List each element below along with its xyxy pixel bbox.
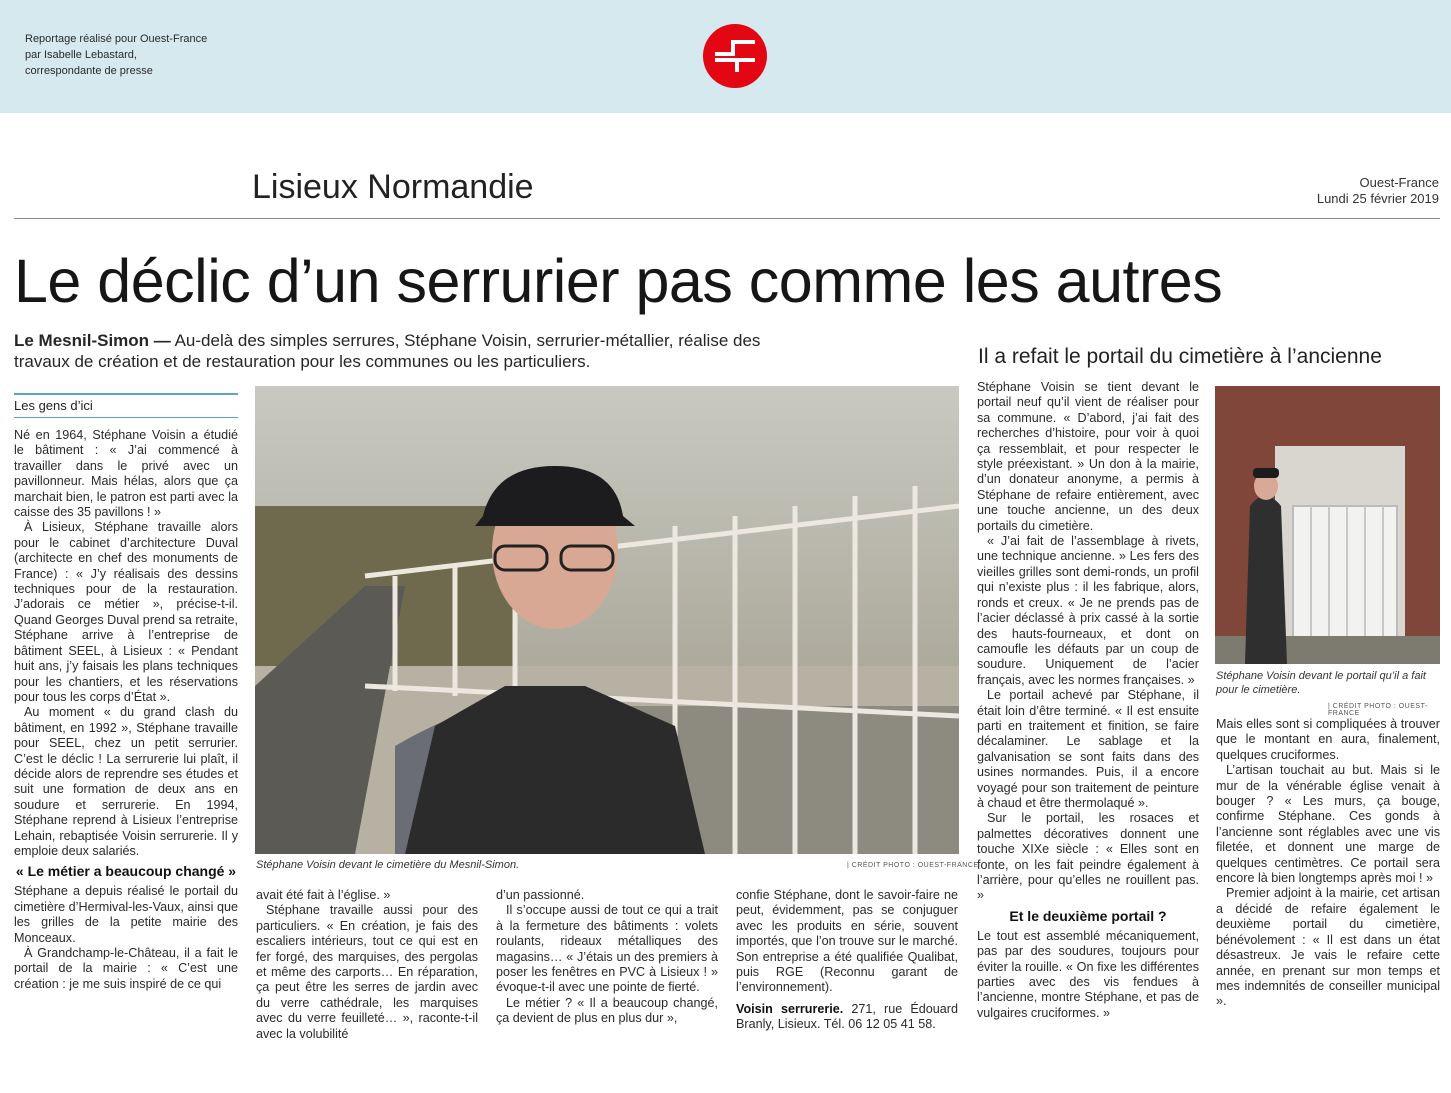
masthead-divider xyxy=(14,218,1440,219)
sidebar-paragraph: Mais elles sont si compliquées à trouver que le montant en aura, finalement, quelques cruciformes. xyxy=(1216,717,1440,762)
main-photo-caption: Stéphane Voisin devant le cimetière du Mesnil-Simon. xyxy=(256,859,520,871)
article-paragraph: Le métier ? « Il a beaucoup changé, ça devient de plus en plus dur », xyxy=(496,995,718,1026)
article-paragraph: Il s’occupe aussi de tout ce qui a trait à la fermeture des bâtiments : volets roulants, rideaux métalliques des magasins… « J’étais un des premiers à poser les fenêtres en PVC à Lisieux ! » évoque-t-il avec une pointe de fierté. xyxy=(496,903,718,995)
kicker-rule-top xyxy=(14,393,238,395)
banner-credit-line-1: Reportage réalisé pour Ouest-France xyxy=(25,33,208,45)
sidebar-paragraph: Le portail achevé par Stéphane, il était loin d’être terminé. « Il est ensuite parti en traitement et finition, se faire décalaminer. Le sablage et la galvanisation se sont faits dans des usines normandes. Puis, il a encore voyagé pour son traitement de peinture à chaud et être thermolaqué ». xyxy=(977,688,1199,810)
sidebar-paragraph: « J’ai fait de l’assemblage à rivets, une technique ancienne. » Les fers des vieilles grilles sont demi-ronds, un profil qui n’existe plus : il les fabrique, alors, ronds et creux. « Je ne prends pas de l’acier déclassé à prix cassé à la sortie des hauts-fourneaux, et dont on camoufle les défauts par un coup de soudure. Uniquement de l’acier français, avec les normes françaises. » xyxy=(977,534,1199,687)
top-banner xyxy=(0,0,1451,113)
publication-date: Lundi 25 février 2019 xyxy=(1316,191,1439,206)
lede-text: Au-delà des simples serrures, Stéphane Voisin, serrurier-métallier, réalise des travaux de création et de restauration pour les communes ou les particuliers. xyxy=(14,331,761,371)
section-title: Lisieux Normandie xyxy=(252,168,534,206)
main-photo xyxy=(255,386,959,854)
lede-place: Le Mesnil-Simon — xyxy=(14,331,171,350)
sidebar-column-1 xyxy=(977,380,1199,1021)
main-photo-credit: | CRÉDIT PHOTO : OUEST-FRANCE xyxy=(847,862,979,869)
article-paragraph: d’un passionné. xyxy=(496,888,585,902)
article-headline: Le déclic d’un serrurier pas comme les autres xyxy=(14,247,1223,315)
sidebar-paragraph: Premier adjoint à la mairie, cet artisan a décidé de refaire également le deuxième portail du cimetière, bénévolement : « Il est dans un état désastreux. Je vais le refaire cette année, en prenant sur mon temps et mes indemnités de conseiller municipal ». xyxy=(1216,886,1440,1009)
kicker-label: Les gens d’ici xyxy=(14,398,93,413)
sidebar-paragraph: L’artisan touchait au but. Mais si le mur de la vénérable église venait à bouger ? « Les murs, ça bouge, confirme Stéphane. Ces gonds à l’ancienne sont réglables avec une vis filetée, et donnent une marge de quelques centimètres. Ce portail sera encore là bien longtemps après moi ! » xyxy=(1216,763,1440,886)
sidebar-paragraph: Le tout est assemblé mécaniquement, pas par des soudures, toujours pour éviter la rouille. « On fixe les différentes parties avec des vis fendues à l’ancienne, montre Stéphane, et pas de vulgaires cruciformes. » xyxy=(977,928,1199,1020)
article-column-2 xyxy=(256,888,478,1042)
contact-name: Voisin serrurerie. xyxy=(736,1001,844,1016)
sidebar-photo xyxy=(1215,386,1440,664)
article-paragraph: confie Stéphane, dont le savoir-faire ne peut, évidemment, pas se conjuguer avec les produits en série, souvent importés, que l’on trouve sur le marché. Son entreprise a été qualifiée Qualibat, puis RGE (Reconnu garant de l’environnement). xyxy=(736,888,958,995)
article-paragraph: Au moment « du grand clash du bâtiment, en 1992 », Stéphane travaille pour SEEL, chez un petit serrurier. C’est le déclic ! La serrurerie lui plaît, il décide alors de reprendre ses études et suit une formation de deux ans en soudure et serrurerie. En 1994, Stéphane reprend à Lisieux l’entreprise Lehain, rebaptisée Voisin serrurerie. Il y emploie deux salariés. xyxy=(14,705,238,858)
article-column-3 xyxy=(496,888,718,1027)
contact-info xyxy=(736,1002,958,1033)
contact-details: 271, rue Édouard Branly, Lisieux. Tél. 06 12 05 41 58. xyxy=(736,1001,958,1032)
article-paragraph: avait été fait à l’église. » xyxy=(256,888,391,902)
sidebar-paragraph: Sur le portail, les rosaces et palmettes décoratives donnent une touche XIXe siècle : « Elles sont en fonte, on les fait peindre également à l’arrière, pour qu’elles ne rouillent pas. » xyxy=(977,811,1199,903)
article-lede xyxy=(14,330,804,372)
split-red-circle-logo-icon xyxy=(703,24,767,88)
sidebar-subhead: Et le deuxième portail ? xyxy=(1009,907,1167,924)
sidebar-photo-credit: | CRÉDIT PHOTO : OUEST-FRANCE xyxy=(1328,703,1428,717)
publication-name: Ouest-France xyxy=(1359,175,1439,190)
sidebar-title: Il a refait le portail du cimetière à l’ancienne xyxy=(978,345,1382,368)
article-column-4 xyxy=(736,888,958,1033)
sidebar-column-2 xyxy=(1216,717,1440,1010)
article-paragraph: À Grandchamp-le-Château, il a fait le portail de la mairie : « C’est une création : je me suis inspiré de ce qui xyxy=(14,946,238,991)
article-column-1 xyxy=(14,428,238,992)
article-paragraph: Né en 1964, Stéphane Voisin a étudié le bâtiment : « J’ai commencé à travailler dans le privé avec un pavillonneur. Mais hélas, alors que ça marchait bien, le patron est parti avec la caisse des 35 pavillons ! » xyxy=(14,428,238,520)
banner-credit-line-3: correspondante de presse xyxy=(25,65,153,77)
article-subhead: « Le métier a beaucoup changé » xyxy=(15,863,237,880)
banner-credit-line-2: par Isabelle Lebastard, xyxy=(25,49,137,61)
sidebar-paragraph: Stéphane Voisin se tient devant le portail neuf qu’il vient de réaliser pour sa commune. « D’abord, j’ai fait des recherches d’histoire, pour voir à quoi ça ressemblait, et pour respecter le style préexistant. » Un don à la mairie, d’un donateur anonyme, a permis à Stéphane de refaire entièrement, avec une touche ancienne, un des deux portails du cimetière. xyxy=(977,380,1199,533)
article-paragraph: Stéphane travaille aussi pour des particuliers. « En création, je fais des escaliers intérieurs, tout ce qui est en fer forgé, des marquises, des pergolas et même des carports… En réparation, ça peut être les serres de jardin avec du verre cathédrale, les marquises avec du verre feuilleté… », raconte-t-il avec la volubilité xyxy=(256,903,478,1041)
article-paragraph: Stéphane a depuis réalisé le portail du cimetière d’Hermival-les-Vaux, ainsi que les grilles de la petite mairie des Monceaux. xyxy=(14,884,238,945)
article-paragraph: À Lisieux, Stéphane travaille alors pour le cabinet d’architecture Duval (architecte en chef des monuments de France) : « J’y réalisais des dessins techniques pour de la restauration. J’adorais ce métier », précise-t-il. Quand Georges Duval prend sa retraite, Stéphane arrive à l’entreprise de bâtiment SEEL, à Lisieux : « Pendant huit ans, j’y faisais les plans techniques pour les chantiers, et les réservations pour tous les corps d’État ». xyxy=(14,520,239,704)
sidebar-photo-caption: Stéphane Voisin devant le portail qu’il a fait pour le cimetière. xyxy=(1216,670,1426,696)
kicker-rule-bottom xyxy=(14,417,238,418)
